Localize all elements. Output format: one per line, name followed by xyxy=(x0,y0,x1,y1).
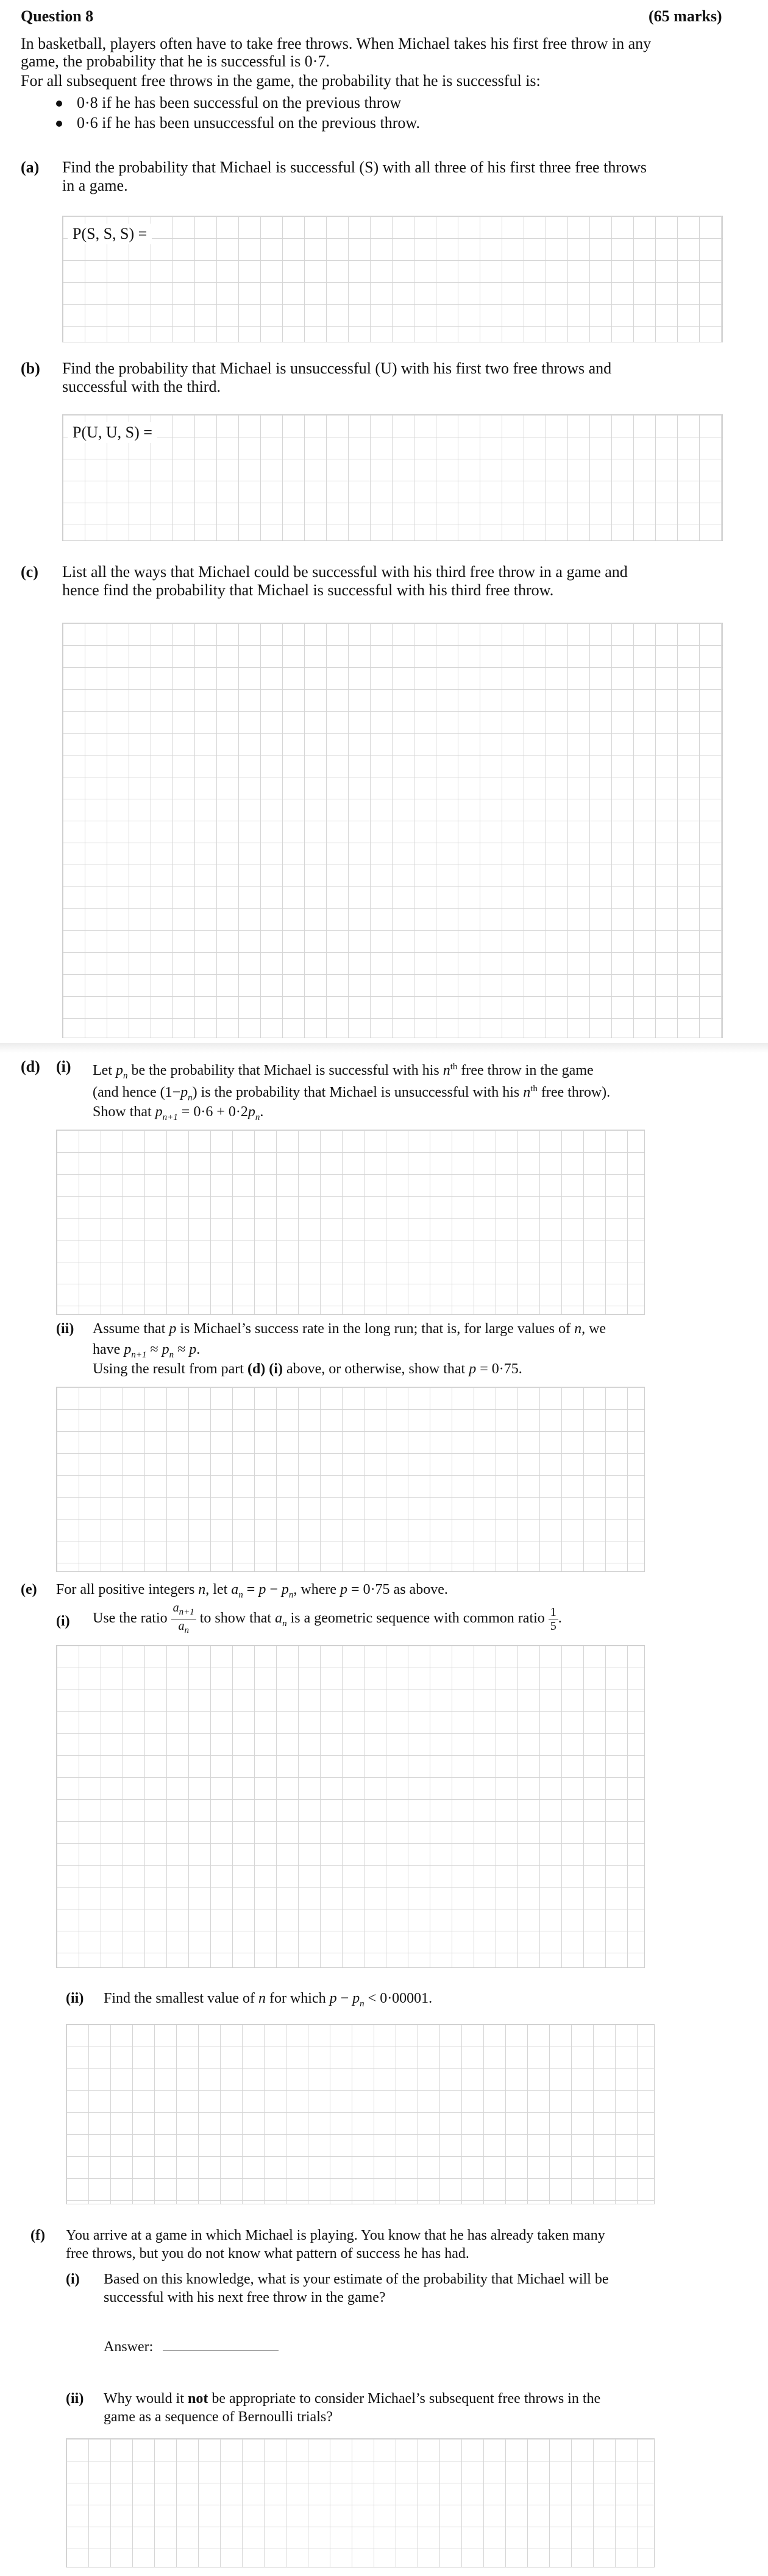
part-a-text-1: Find the probability that Michael is successful (S) with all three of his first three free throws xyxy=(62,158,647,176)
bullet-icon xyxy=(56,101,62,107)
part-d-ii-line-2: have $p_{n+1} \approx p_n \approx p$. xyxy=(93,1342,201,1360)
question-title: Question 8 xyxy=(21,7,94,25)
answer-box-a-label: P(S, S, S) = xyxy=(68,224,152,244)
text-segment: free throw). xyxy=(541,1085,611,1100)
text-segment: , we xyxy=(581,1321,606,1337)
part-e-label: (e) xyxy=(21,1582,37,1598)
p-symbol: p xyxy=(124,1342,132,1357)
th-superscript: th xyxy=(530,1084,538,1094)
text-segment: Why would it xyxy=(104,2391,184,2407)
text-segment: be the probability that Michael is successful with his xyxy=(131,1063,439,1078)
part-d-ii-line-3 xyxy=(93,1360,522,1378)
text-segment: to show that xyxy=(199,1610,272,1627)
part-f-ii-text-2: game as a sequence of Bernoulli trials? xyxy=(104,2409,333,2425)
part-e-text xyxy=(56,1580,448,1604)
question-marks: (65 marks) xyxy=(649,7,722,25)
p-symbol: p xyxy=(329,1990,337,2006)
n-subscript: n xyxy=(255,1112,260,1122)
answer-box-c[interactable] xyxy=(62,623,723,1038)
part-reference: (d) (i) xyxy=(247,1361,283,1377)
common-ratio-fraction xyxy=(549,1605,558,1633)
text-segment: For all positive integers xyxy=(56,1582,195,1598)
a-symbol: a xyxy=(231,1582,239,1598)
answer-box-f-ii[interactable] xyxy=(66,2438,655,2567)
have-text: have xyxy=(93,1342,121,1357)
result-text: = 0·75. xyxy=(480,1361,522,1377)
a-symbol: a xyxy=(178,1619,185,1633)
p-symbol: p xyxy=(258,1582,266,1598)
text-segment: ) is the probability that Michael is unsuccessful with his xyxy=(192,1085,520,1100)
not-emphasis: not xyxy=(188,2391,208,2407)
part-a-text-2: in a game. xyxy=(62,177,128,194)
formula-text: = 0·6 + 0·2 xyxy=(181,1104,248,1120)
part-f-text-1: You arrive at a game in which Michael is playing. You know that he has already taken many xyxy=(66,2227,605,2243)
text-segment: , let xyxy=(205,1582,228,1598)
part-e-ii-text xyxy=(104,1989,432,2013)
n-symbol: n xyxy=(574,1321,582,1337)
answer-box-e-ii[interactable] xyxy=(66,2024,655,2204)
p-symbol: p xyxy=(162,1342,169,1357)
n-symbol: n xyxy=(198,1582,206,1598)
text-segment: for which xyxy=(269,1990,326,2006)
part-f-ii-text-1 xyxy=(104,2390,600,2408)
n-subscript: n xyxy=(288,1590,294,1600)
let-text: Let xyxy=(93,1063,112,1078)
answer-label: Answer: xyxy=(104,2339,154,2355)
n-subscript: n xyxy=(360,1998,364,2009)
minus-sign: − xyxy=(340,1990,349,2006)
fraction-numerator: 1 xyxy=(549,1605,558,1619)
intro-bullet-2: 0·6 if he has been unsuccessful on the previous throw. xyxy=(77,114,420,132)
text-segment: Use the ratio xyxy=(93,1610,168,1627)
answer-line-input[interactable] xyxy=(163,2337,279,2351)
minus-sign: − xyxy=(269,1582,278,1598)
text-segment: (and hence (1− xyxy=(93,1085,181,1100)
part-f-i-label: (i) xyxy=(66,2271,80,2287)
p-symbol: p xyxy=(469,1361,477,1377)
p-symbol: p xyxy=(189,1342,197,1357)
part-f-ii-label: (ii) xyxy=(66,2391,84,2407)
part-b-label: (b) xyxy=(21,359,40,377)
part-d-ii-line-1 xyxy=(93,1320,606,1338)
intro-line-3: For all subsequent free throws in the game, the probability that he is successful is: xyxy=(21,72,541,90)
answer-box-b[interactable] xyxy=(62,414,723,541)
n-subscript: n xyxy=(184,1626,189,1635)
text-segment: < 0·00001. xyxy=(368,1990,433,2006)
n-plus-1-subscript: n+1 xyxy=(162,1112,178,1122)
part-c-text-1: List all the ways that Michael could be successful with his third free throw in a game and xyxy=(62,563,628,581)
part-b-text-2: successful with the third. xyxy=(62,378,221,395)
part-a-label: (a) xyxy=(21,158,40,176)
text-segment: free throw in the game xyxy=(461,1063,594,1078)
p-symbol: p xyxy=(169,1321,177,1337)
a-symbol: a xyxy=(275,1610,283,1627)
text-segment: , where xyxy=(293,1582,337,1598)
n-subscript: n xyxy=(188,1092,193,1103)
part-d-ii-label: (ii) xyxy=(56,1321,74,1337)
text-segment: is a geometric sequence with common ratio xyxy=(290,1610,545,1627)
text-segment: Find the smallest value of xyxy=(104,1990,255,2006)
intro-line-1: In basketball, players often have to take free throws. When Michael takes his first free throw in any xyxy=(21,35,652,52)
part-e-i-label: (i) xyxy=(56,1613,70,1629)
p-symbol: p xyxy=(180,1085,188,1100)
answer-box-b-label: P(U, U, S) = xyxy=(68,422,157,443)
text-segment: = 0·75 as above. xyxy=(351,1582,448,1598)
n-subscript: n xyxy=(169,1350,174,1360)
n-symbol: n xyxy=(258,1990,266,2006)
p-symbol: p xyxy=(281,1582,289,1598)
p-symbol: p xyxy=(247,1104,255,1120)
answer-box-e-i[interactable] xyxy=(56,1645,645,1968)
part-f-i-text-1: Based on this knowledge, what is your estimate of the probability that Michael will be xyxy=(104,2271,609,2287)
text-segment: Assume that xyxy=(93,1321,166,1337)
part-d-i-label: (i) xyxy=(56,1058,71,1075)
answer-box-a[interactable] xyxy=(62,216,723,342)
approx-sign: ≈ xyxy=(177,1342,186,1357)
p-symbol: p xyxy=(352,1990,360,2006)
answer-row xyxy=(104,2337,279,2356)
text-segment: is Michael’s success rate in the long run; that is, for large values of xyxy=(180,1321,571,1337)
p-symbol: p xyxy=(340,1582,348,1598)
n-subscript: n xyxy=(282,1618,287,1629)
intro-bullet-1: 0·8 if he has been successful on the previous throw xyxy=(77,94,402,111)
a-symbol: a xyxy=(172,1601,179,1615)
approx-sign: ≈ xyxy=(150,1342,158,1357)
answer-box-d-i[interactable] xyxy=(56,1130,645,1315)
fraction-denominator: 5 xyxy=(550,1619,556,1633)
n-plus-1-subscript: n+1 xyxy=(179,1607,194,1617)
part-e-i-text: Use the ratio $\frac{a_{n+1}}{a_n}$ to show that $a_n$ is a geometric sequence with common ratio $\frac{1}{5}$ . xyxy=(93,1601,562,1638)
answer-box-d-ii[interactable] xyxy=(56,1387,645,1572)
n-symbol: n xyxy=(523,1085,531,1100)
part-b-text-1: Find the probability that Michael is unsuccessful (U) with his first two free throws and xyxy=(62,359,612,377)
part-f-label: (f) xyxy=(30,2227,45,2243)
text-segment: above, or otherwise, show that xyxy=(286,1361,466,1377)
n-symbol: n xyxy=(443,1063,450,1078)
part-e-ii-label: (ii) xyxy=(66,1990,84,2006)
part-f-text-2: free throws, but you do not know what pattern of success he has had. xyxy=(66,2246,469,2262)
th-superscript: th xyxy=(450,1062,458,1072)
n-plus-1-subscript: n+1 xyxy=(131,1350,147,1360)
n-subscript: n xyxy=(123,1070,128,1081)
ratio-fraction xyxy=(171,1601,196,1637)
part-d-label: (d) xyxy=(21,1058,40,1075)
text-segment: be appropriate to consider Michael’s subsequent free throws in the xyxy=(212,2391,601,2407)
part-d-i-line-3: Show that $p_{n+1} = 0\cdot 6 + 0\cdot 2p_n$. xyxy=(93,1104,264,1122)
part-c-text-2: hence find the probability that Michael is successful with his third free throw. xyxy=(62,581,554,599)
n-subscript: n xyxy=(238,1590,243,1600)
text-segment: Using the result from part xyxy=(93,1361,244,1377)
bullet-icon xyxy=(56,121,62,127)
part-c-label: (c) xyxy=(21,563,38,581)
p-symbol: p xyxy=(115,1063,123,1078)
show-that-text: Show that xyxy=(93,1104,152,1120)
intro-line-2: game, the probability that he is successful is 0·7. xyxy=(21,52,330,70)
page-break xyxy=(0,1043,768,1053)
equals-sign: = xyxy=(246,1582,255,1598)
p-symbol: p xyxy=(155,1104,163,1120)
part-f-i-text-2: successful with his next free throw in the game? xyxy=(104,2290,386,2305)
